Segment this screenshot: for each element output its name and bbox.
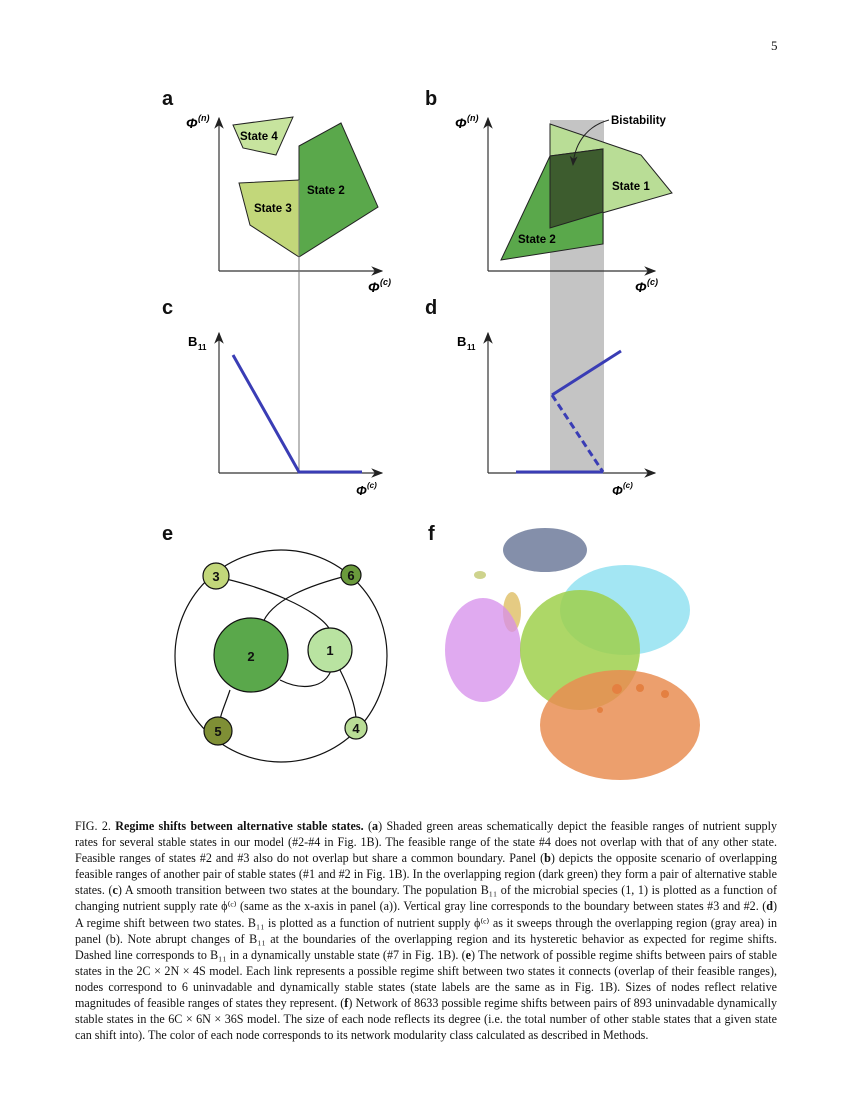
svg-text:(n): (n) <box>467 113 479 123</box>
svg-text:State 2: State 2 <box>518 234 556 246</box>
svg-text:State 1: State 1 <box>612 181 650 193</box>
svg-text:3: 3 <box>212 569 220 584</box>
svg-text:(c): (c) <box>647 277 658 287</box>
panel-f-network <box>445 528 700 780</box>
page-number: 5 <box>771 38 778 53</box>
svg-text:Φ: Φ <box>612 483 623 498</box>
panel-label-e: e <box>162 523 174 545</box>
svg-text:Φ: Φ <box>186 115 198 131</box>
svg-text:Φ: Φ <box>356 483 367 498</box>
svg-text:(c): (c) <box>380 277 391 287</box>
figure-caption: FIG. 2. Regime shifts between alternative stable states. (a) Shaded green areas schematically depict the feasible ranges of nutrient supply rates for several stable states in our model (#2-#4 in Fig. 1B). The feasible range of the state #4 does not overlap with that of any other state. Feasible ranges of states #2 and #3 also do not overlap but share a common boundary. Panel (b) depicts the opposite scenario of overlapping feasible ranges of another pair of stable states (#1 and #2 in Fig. 1B). In the overlapping region (dark green) they form a pair of alternative stable states. (c) A smooth transition between two states at the boundary. The population B₁₁ of the microbial species (1, 1) is plotted as a function of changing nutrient supply rate ϕ⁽ᶜ⁾ (same as the x-axis in panel (a)). Vertical gray line corresponds to the boundary between states #3 and #2. (d) A regime shift between two states. B₁₁ is plotted as a function of nutrient supply ϕ⁽ᶜ⁾ as it sweeps through the overlapping region (gray area) in panel (b). Note abrupt changes of B₁₁ at the boundaries of the overlapping region and its hysteretic behavior as expected for regime shifts. Dashed line corresponds to B₁₁ in a dynamically unstable state (#7 in Fig. 1B). (e) The network of possible regime shifts between pairs of stable states in the 2C × 2N × 4S model. Each link represents a possible regime shift between two states it connects (overlap of their feasible ranges), nodes correspond to 6 uninvadable and dynamically stable states (state labels are the same as in Fig. 1B). Sizes of nodes reflect relative magnitudes of feasible ranges of states they represent. (f) Network of 8633 possible regime shifts between pairs of 893 uninvadable dynamically stable states in the 6C × 6N × 36S model. The size of each node reflects its degree (i.e. the total number of other stable states that a given state can shift into). The color of each node corresponds to its network modularity class calculated as described in Methods. <box>75 819 778 1043</box>
svg-text:1: 1 <box>326 643 334 658</box>
svg-text:11: 11 <box>467 343 476 352</box>
svg-text:4: 4 <box>352 721 360 736</box>
svg-text:Bistability: Bistability <box>611 115 666 127</box>
svg-text:2: 2 <box>247 649 255 664</box>
panel-label-b: b <box>425 88 438 110</box>
svg-text:State 4: State 4 <box>240 131 278 143</box>
svg-text:State 2: State 2 <box>307 185 345 197</box>
panel-a-diagram <box>186 113 391 472</box>
svg-text:Φ: Φ <box>368 279 380 295</box>
svg-text:6: 6 <box>347 568 355 583</box>
panel-label-f: f <box>428 523 435 545</box>
svg-text:11: 11 <box>198 343 207 352</box>
svg-text:State 3: State 3 <box>254 203 292 215</box>
svg-text:Φ: Φ <box>635 279 647 295</box>
svg-text:Φ: Φ <box>455 115 467 131</box>
panel-e-nodes <box>203 563 367 745</box>
panel-label-d: d <box>425 297 438 319</box>
svg-text:B: B <box>188 334 198 349</box>
panel-label-a: a <box>162 88 174 110</box>
svg-text:(n): (n) <box>198 113 210 123</box>
svg-text:5: 5 <box>214 724 222 739</box>
panel-label-c: c <box>162 297 174 319</box>
panel-c-chart <box>188 333 382 498</box>
svg-text:(c): (c) <box>623 481 633 490</box>
svg-text:(c): (c) <box>367 481 377 490</box>
svg-text:B: B <box>457 334 467 349</box>
